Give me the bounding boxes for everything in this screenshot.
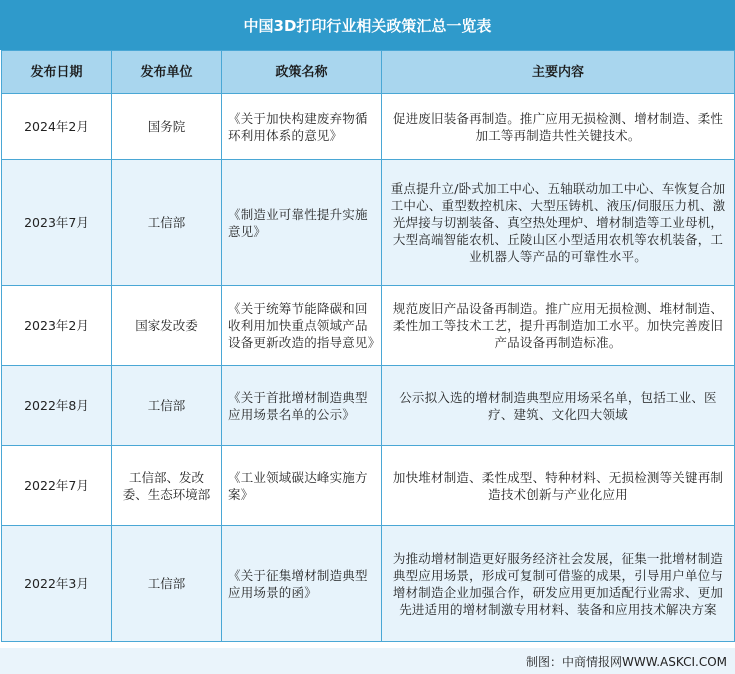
cell-content: 为推动增材制造更好服务经济社会发展，征集一批增材制造典型应用场景，形成可复制可借鉴的成果，引导用户单位与增材制造企业加强合作，研发应用更加适配行业需求、更加先进适用的增材制激专用材料、装备和应用技术解决方案 [382, 526, 735, 642]
table-row [2, 286, 735, 366]
table-title: 中国3D打印行业相关政策汇总一览表 [0, 0, 735, 50]
cell-policy-name: 《关于首批增材制造典型应用场景名单的公示》 [222, 366, 382, 446]
cell-policy-name: 《关于统筹节能降碳和回收利用加快重点领域产品设备更新改造的指导意见》 [222, 286, 382, 366]
cell-content: 公示拟入选的增材制造典型应用场采名单，包括工业、医疗、建筑、文化四大领域 [382, 366, 735, 446]
cell-content: 重点提升立/卧式加工中心、五轴联动加工中心、车恢复合加工中心、重型数控机床、大型压铸机、液压/伺服压力机、激光焊接与切割装备、真空热处理炉、增材制造等工业母机，大型高端智能农机、丘陵山区小型适用农机等农机装备，工业机器人等产品的可靠性水平。 [382, 160, 735, 286]
cell-date: 2022年3月 [2, 526, 112, 642]
table-row [2, 160, 735, 286]
cell-content: 加快堆材制造、柔性成型、特种材料、无损检测等关键再制造技术创新与产业化应用 [382, 446, 735, 526]
cell-unit: 工信部、发改委、生态环境部 [112, 446, 222, 526]
cell-unit: 国家发改委 [112, 286, 222, 366]
header-policy-name: 政策名称 [222, 51, 382, 94]
header-date: 发布日期 [2, 51, 112, 94]
cell-date: 2024年2月 [2, 94, 112, 160]
policy-table [1, 50, 735, 642]
table-row [2, 526, 735, 642]
cell-unit: 工信部 [112, 160, 222, 286]
cell-date: 2023年2月 [2, 286, 112, 366]
cell-policy-name: 《制造业可靠性提升实施意见》 [222, 160, 382, 286]
table-row [2, 94, 735, 160]
cell-unit: 工信部 [112, 366, 222, 446]
header-row [2, 51, 735, 94]
header-main-content: 主要内容 [382, 51, 735, 94]
source-footer: 制图：中商情报网WWW.ASKCI.COM [0, 648, 735, 674]
cell-unit: 国务院 [112, 94, 222, 160]
cell-unit: 工信部 [112, 526, 222, 642]
cell-policy-name: 《工业领域碳达峰实施方案》 [222, 446, 382, 526]
cell-content: 规范废旧产品设备再制造。推广应用无损检测、堆材制造、柔性加工等技术工艺，提升再制造加工水平。加快完善废旧产品设备再制造标准。 [382, 286, 735, 366]
cell-policy-name: 《关于征集增材制造典型应用场景的函》 [222, 526, 382, 642]
header-unit: 发布单位 [112, 51, 222, 94]
cell-date: 2022年8月 [2, 366, 112, 446]
cell-content: 促进废旧装备再制造。推广应用无损检测、增材制造、柔性加工等再制造共性关键技术。 [382, 94, 735, 160]
table-row [2, 446, 735, 526]
cell-date: 2022年7月 [2, 446, 112, 526]
cell-date: 2023年7月 [2, 160, 112, 286]
cell-policy-name: 《关于加快构建废弃物循环利用体系的意见》 [222, 94, 382, 160]
table-row [2, 366, 735, 446]
